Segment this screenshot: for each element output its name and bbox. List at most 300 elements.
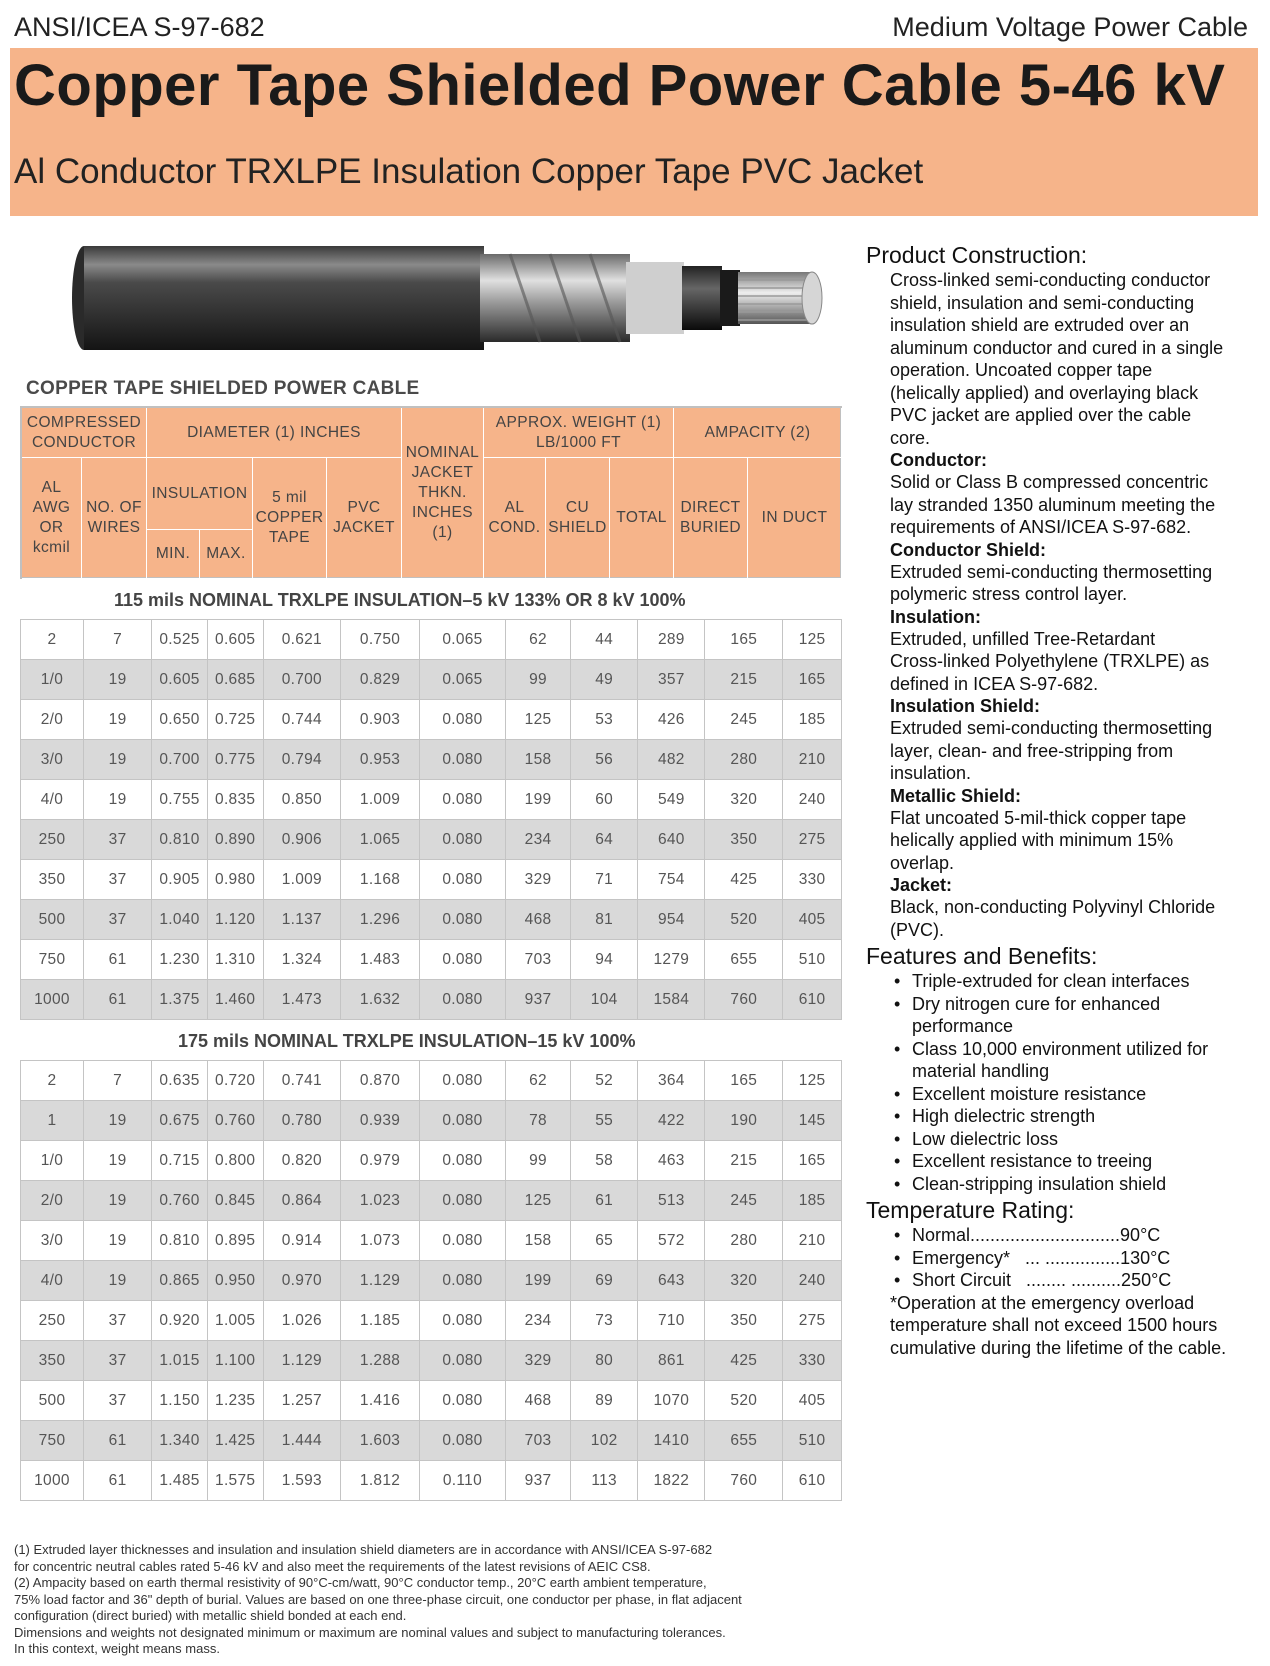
table-cell: 610 xyxy=(783,980,842,1020)
table-cell: 1.009 xyxy=(263,860,341,900)
table-cell: 94 xyxy=(571,940,638,980)
table-row xyxy=(21,1421,842,1461)
table-cell: 357 xyxy=(638,660,705,700)
table-cell: 1.425 xyxy=(207,1421,263,1461)
footnote-line: for concentric neutral cables rated 5-46 kV and also meet the requirements of the latest revisions of AEIC CS8. xyxy=(14,1558,651,1574)
table-cell: 425 xyxy=(705,860,783,900)
table-cell: 234 xyxy=(506,820,571,860)
table-cell: 0.903 xyxy=(341,700,420,740)
table-row xyxy=(21,700,842,740)
temperature-note-line: *Operation at the emergency overload xyxy=(890,1292,1195,1313)
table-cell: 760 xyxy=(705,1461,783,1501)
table-cell: 61 xyxy=(83,1421,151,1461)
table-cell: 640 xyxy=(638,820,705,860)
table-cell: 0.744 xyxy=(263,700,341,740)
table-cell: 4/0 xyxy=(21,1261,84,1301)
features-list xyxy=(866,970,1266,1195)
table-row xyxy=(21,1461,842,1501)
cable-illustration xyxy=(70,236,830,366)
table-cell: 468 xyxy=(506,900,571,940)
table-cell: 750 xyxy=(21,1421,84,1461)
table-header xyxy=(20,406,842,579)
table-cell: 468 xyxy=(506,1381,571,1421)
header-total: TOTAL xyxy=(610,458,674,579)
construction-item-label: Insulation: xyxy=(890,606,981,627)
table-cell: 275 xyxy=(783,820,842,860)
table-cell: 210 xyxy=(783,1221,842,1261)
feature-item: • High dielectric strength xyxy=(890,1105,1266,1128)
table-cell: 44 xyxy=(571,620,638,660)
table-cell: 3/0 xyxy=(21,1221,84,1261)
table-cell: 80 xyxy=(571,1341,638,1381)
table-cell: 0.970 xyxy=(263,1261,341,1301)
table-cell: 754 xyxy=(638,860,705,900)
table-cell: 199 xyxy=(506,780,571,820)
table-cell: 0.621 xyxy=(263,620,341,660)
construction-intro xyxy=(866,269,1266,449)
table-cell: 1.137 xyxy=(263,900,341,940)
table-cell: 1.310 xyxy=(207,940,263,980)
construction-line: Cross-linked semi-conducting conductor xyxy=(890,270,1211,290)
feature-item: • Class 10,000 environment utilized for material handling xyxy=(890,1038,1266,1083)
table-cell: 37 xyxy=(83,1381,151,1421)
table-cell: 99 xyxy=(506,660,571,700)
temperature-value: ... ...............130°C xyxy=(1010,1247,1171,1268)
construction-item-label: Conductor: xyxy=(890,450,987,470)
table-cell: 1.005 xyxy=(207,1301,263,1341)
table-cell: 89 xyxy=(571,1381,638,1421)
table-cell: 81 xyxy=(571,900,638,940)
table-cell: 0.920 xyxy=(152,1301,208,1341)
page-subtitle: Al Conductor TRXLPE Insulation Copper Tape PVC Jacket xyxy=(14,152,924,191)
table-cell: 1584 xyxy=(638,980,705,1020)
footnote-line: Dimensions and weights not designated minimum or maximum are nominal values and subject to manufacturing tolerances. xyxy=(14,1624,726,1640)
table-cell: 2 xyxy=(21,620,84,660)
table-cell: 113 xyxy=(571,1461,638,1501)
table-cell: 0.895 xyxy=(207,1221,263,1261)
temperature-list xyxy=(866,1224,1266,1292)
table-cell: 62 xyxy=(506,1061,571,1101)
table-cell: 320 xyxy=(705,1261,783,1301)
table-cell: 0.914 xyxy=(263,1221,341,1261)
table-cell: 1.129 xyxy=(263,1341,341,1381)
table-cell: 125 xyxy=(506,1181,571,1221)
table-cell: 0.080 xyxy=(419,1061,505,1101)
table-cell: 289 xyxy=(638,620,705,660)
table-cell: 1.150 xyxy=(152,1381,208,1421)
construction-item-label: Conductor Shield: xyxy=(890,539,1046,560)
table-cell: 19 xyxy=(83,1221,151,1261)
table-cell: 215 xyxy=(705,1141,783,1181)
header-cu-shield: CU SHIELD xyxy=(546,458,610,579)
construction-item-line: polymeric stress control layer. xyxy=(890,584,1128,604)
table-row xyxy=(21,620,842,660)
table-cell: 0.870 xyxy=(341,1061,420,1101)
table-cell: 0.864 xyxy=(263,1181,341,1221)
table-row xyxy=(21,1261,842,1301)
table-cell: 0.760 xyxy=(152,1181,208,1221)
header-in-duct: IN DUCT xyxy=(748,458,842,579)
table-cell: 655 xyxy=(705,1421,783,1461)
table-cell: 37 xyxy=(83,1341,151,1381)
footnote-line: configuration (direct buried) with metallic shield bonded at each end. xyxy=(14,1608,407,1623)
table-cell: 364 xyxy=(638,1061,705,1101)
construction-item-line: Cross-linked Polyethylene (TRXLPE) as xyxy=(890,651,1210,671)
table-cell: 426 xyxy=(638,700,705,740)
table-cell: 215 xyxy=(705,660,783,700)
table-cell: 0.953 xyxy=(341,740,420,780)
table-cell: 425 xyxy=(705,1341,783,1381)
table-cell: 58 xyxy=(571,1141,638,1181)
table-cell: 510 xyxy=(783,1421,842,1461)
table-cell: 56 xyxy=(571,740,638,780)
table-cell: 52 xyxy=(571,1061,638,1101)
table-cell: 1822 xyxy=(638,1461,705,1501)
table-cell: 3/0 xyxy=(21,740,84,780)
table-title: COPPER TAPE SHIELDED POWER CABLE xyxy=(26,378,420,399)
table-cell: 500 xyxy=(21,1381,84,1421)
table-cell: 0.775 xyxy=(207,740,263,780)
table-cell: 7 xyxy=(83,620,151,660)
construction-line: core. xyxy=(890,427,931,448)
table-cell: 1.444 xyxy=(263,1421,341,1461)
table-cell: 861 xyxy=(638,1341,705,1381)
table-cell: 0.794 xyxy=(263,740,341,780)
table-cell: 0.080 xyxy=(419,1101,505,1141)
table-cell: 0.980 xyxy=(207,860,263,900)
table-cell: 1.040 xyxy=(152,900,208,940)
table-cell: 245 xyxy=(705,700,783,740)
table-cell: 760 xyxy=(705,980,783,1020)
table-cell: 0.829 xyxy=(341,660,420,700)
table-cell: 102 xyxy=(571,1421,638,1461)
feature-item: • Excellent moisture resistance xyxy=(890,1083,1266,1106)
construction-line: shield, insulation and semi-conducting xyxy=(890,292,1195,313)
construction-item-label: Metallic Shield: xyxy=(890,785,1022,806)
table-cell: 1.460 xyxy=(207,980,263,1020)
table-cell: 0.080 xyxy=(419,1421,505,1461)
table-cell: 2 xyxy=(21,1061,84,1101)
features-heading: Features and Benefits: xyxy=(866,943,1098,969)
construction-item-line: defined in ICEA S-97-682. xyxy=(890,673,1099,694)
table-cell: 64 xyxy=(571,820,638,860)
table-cell: 65 xyxy=(571,1221,638,1261)
table-cell: 0.080 xyxy=(419,860,505,900)
construction-heading: Product Construction: xyxy=(866,242,1088,268)
temperature-note-line: cumulative during the lifetime of the cable. xyxy=(890,1337,1227,1358)
table-cell: 0.080 xyxy=(419,1261,505,1301)
section2-title: 175 mils NOMINAL TRXLPE INSULATION–15 kV 100% xyxy=(178,1031,636,1051)
construction-item-line: Extruded semi-conducting thermosetting xyxy=(890,718,1213,738)
table-cell: 1.168 xyxy=(341,860,420,900)
table-cell: 190 xyxy=(705,1101,783,1141)
table-cell: 0.080 xyxy=(419,780,505,820)
table-cell: 350 xyxy=(21,1341,84,1381)
construction-item-line: Flat uncoated 5-mil-thick copper tape xyxy=(890,807,1187,828)
table-cell: 1.235 xyxy=(207,1381,263,1421)
table-cell: 0.605 xyxy=(207,620,263,660)
table-cell: 0.080 xyxy=(419,1141,505,1181)
table-cell: 165 xyxy=(705,1061,783,1101)
header-insulation-min: MIN. xyxy=(147,530,200,579)
temperature-label: • Short Circuit xyxy=(912,1270,1012,1290)
data-table-175-mils xyxy=(20,1060,842,1501)
table-cell: 937 xyxy=(506,1461,571,1501)
table-cell: 405 xyxy=(783,1381,842,1421)
table-cell: 0.810 xyxy=(152,820,208,860)
product-description xyxy=(866,240,1266,1359)
table-cell: 250 xyxy=(21,820,84,860)
table-cell: 78 xyxy=(506,1101,571,1141)
table-cell: 0.685 xyxy=(207,660,263,700)
table-row xyxy=(21,900,842,940)
temperature-label: • Emergency* xyxy=(912,1247,1011,1268)
table-row xyxy=(21,1301,842,1341)
header-jacket-thickness: NOMINAL JACKET THKN. INCHES (1) xyxy=(402,408,484,579)
table-cell: 4/0 xyxy=(21,780,84,820)
table-cell: 37 xyxy=(83,900,151,940)
construction-item-line: (PVC). xyxy=(890,919,944,940)
footnote-line: (1) Extruded layer thicknesses and insulation and insulation shield diameters are in accordance with ANSI/ICEA S-97-682 xyxy=(14,1542,713,1557)
header-direct-buried: DIRECT BURIED xyxy=(674,458,748,579)
header-insulation: INSULATION xyxy=(147,458,253,530)
table-cell: 0.939 xyxy=(341,1101,420,1141)
feature-item: • Excellent resistance to treeing xyxy=(890,1150,1266,1173)
table-cell: 2/0 xyxy=(21,700,84,740)
table-cell: 937 xyxy=(506,980,571,1020)
table-cell: 158 xyxy=(506,1221,571,1261)
construction-item-line: Extruded semi-conducting thermosetting xyxy=(890,561,1213,582)
table-cell: 61 xyxy=(83,980,151,1020)
table-cell: 1.288 xyxy=(341,1341,420,1381)
table-cell: 0.080 xyxy=(419,1341,505,1381)
table-cell: 1.340 xyxy=(152,1421,208,1461)
table-cell: 240 xyxy=(783,780,842,820)
table-cell: 165 xyxy=(705,620,783,660)
table-cell: 1.593 xyxy=(263,1461,341,1501)
table-cell: 1.485 xyxy=(152,1461,208,1501)
table-cell: 0.605 xyxy=(152,660,208,700)
table-cell: 1/0 xyxy=(21,1141,84,1181)
table-cell: 0.865 xyxy=(152,1261,208,1301)
feature-item: • Triple-extruded for clean interfaces xyxy=(890,970,1266,993)
table-cell: 1410 xyxy=(638,1421,705,1461)
header-compressed-conductor: COMPRESSED CONDUCTOR xyxy=(22,408,147,458)
table-cell: 53 xyxy=(571,700,638,740)
table-cell: 0.080 xyxy=(419,1301,505,1341)
standard-label: ANSI/ICEA S-97-682 xyxy=(14,12,265,42)
header-pvc-jacket: PVC JACKET xyxy=(327,458,402,579)
construction-item-line: layer, clean- and free-stripping from xyxy=(890,740,1174,761)
table-row xyxy=(21,1141,842,1181)
table-cell: 7 xyxy=(83,1061,151,1101)
table-cell: 61 xyxy=(83,1461,151,1501)
table-cell: 73 xyxy=(571,1301,638,1341)
construction-item-line: insulation. xyxy=(890,763,972,783)
construction-line: insulation shield are extruded over an xyxy=(890,315,1190,335)
table-cell: 185 xyxy=(783,1181,842,1221)
feature-item: • Low dielectric loss xyxy=(890,1128,1266,1151)
header-diameter: DIAMETER (1) INCHES xyxy=(147,408,402,458)
temperature-value: ........ ..........250°C xyxy=(1011,1270,1172,1290)
table-cell: 125 xyxy=(783,620,842,660)
header-approx-weight: APPROX. WEIGHT (1) LB/1000 FT xyxy=(484,408,674,458)
construction-item-line: Solid or Class B compressed concentric xyxy=(890,472,1209,492)
table-cell: 0.080 xyxy=(419,740,505,780)
table-cell: 350 xyxy=(21,860,84,900)
table-cell: 280 xyxy=(705,1221,783,1261)
table-cell: 1.632 xyxy=(341,980,420,1020)
footnotes xyxy=(14,1542,874,1658)
table-cell: 19 xyxy=(83,780,151,820)
table-cell: 1/0 xyxy=(21,660,84,700)
table-row xyxy=(21,1101,842,1141)
table-cell: 60 xyxy=(571,780,638,820)
header-al-awg: AL AWG OR kcmil xyxy=(22,458,82,579)
header-no-of-wires: NO. OF WIRES xyxy=(82,458,147,579)
table-cell: 37 xyxy=(83,820,151,860)
table-cell: 1.230 xyxy=(152,940,208,980)
footnote-line: 75% load factor and 36" depth of burial. Values are based on one three-phase circuit, one conductor per phase, in flat adjacent xyxy=(14,1591,742,1607)
construction-item-line: lay stranded 1350 aluminum meeting the xyxy=(890,494,1216,515)
table-cell: 55 xyxy=(571,1101,638,1141)
table-cell: 0.080 xyxy=(419,980,505,1020)
temperature-item xyxy=(890,1224,1266,1247)
table-cell: 104 xyxy=(571,980,638,1020)
table-cell: 572 xyxy=(638,1221,705,1261)
table-cell: 1000 xyxy=(21,1461,84,1501)
table-cell: 710 xyxy=(638,1301,705,1341)
table-cell: 0.065 xyxy=(419,620,505,660)
page-title: Copper Tape Shielded Power Cable 5-46 kV xyxy=(14,53,1226,118)
feature-item: • Clean-stripping insulation shield xyxy=(890,1173,1266,1196)
table-cell: 0.950 xyxy=(207,1261,263,1301)
table-cell: 1.296 xyxy=(341,900,420,940)
construction-items xyxy=(866,449,1266,941)
table-row xyxy=(21,1221,842,1261)
table-cell: 1.575 xyxy=(207,1461,263,1501)
table-cell: 0.810 xyxy=(152,1221,208,1261)
table-cell: 49 xyxy=(571,660,638,700)
table-cell: 350 xyxy=(705,1301,783,1341)
table-cell: 19 xyxy=(83,1141,151,1181)
header-al-cond: AL COND. xyxy=(484,458,546,579)
temperature-item xyxy=(890,1247,1266,1270)
table-cell: 61 xyxy=(83,940,151,980)
table-cell: 703 xyxy=(506,1421,571,1461)
construction-item-label: Insulation Shield: xyxy=(890,696,1041,716)
table-cell: 549 xyxy=(638,780,705,820)
table-cell: 482 xyxy=(638,740,705,780)
table-row xyxy=(21,1381,842,1421)
table-cell: 520 xyxy=(705,900,783,940)
table-cell: 0.725 xyxy=(207,700,263,740)
construction-item-line: requirements of ANSI/ICEA S-97-682. xyxy=(890,517,1192,537)
table-cell: 405 xyxy=(783,900,842,940)
temperature-label: • Normal xyxy=(912,1225,971,1245)
table-cell: 280 xyxy=(705,740,783,780)
table-cell: 0.065 xyxy=(419,660,505,700)
table-cell: 0.845 xyxy=(207,1181,263,1221)
table-cell: 1000 xyxy=(21,980,84,1020)
table-cell: 99 xyxy=(506,1141,571,1181)
temperature-heading: Temperature Rating: xyxy=(866,1197,1075,1223)
table-cell: 513 xyxy=(638,1181,705,1221)
table-cell: 245 xyxy=(705,1181,783,1221)
table-cell: 703 xyxy=(506,940,571,980)
construction-item-line: Black, non-conducting Polyvinyl Chloride xyxy=(890,897,1216,917)
table-cell: 330 xyxy=(783,860,842,900)
table-cell: 1.483 xyxy=(341,940,420,980)
table-cell: 19 xyxy=(83,700,151,740)
table-cell: 2/0 xyxy=(21,1181,84,1221)
table-cell: 0.700 xyxy=(152,740,208,780)
feature-item: • Dry nitrogen cure for enhanced performance xyxy=(890,993,1266,1038)
construction-line: operation. Uncoated copper tape xyxy=(890,360,1153,380)
table-cell: 0.525 xyxy=(152,620,208,660)
table-cell: 0.720 xyxy=(207,1061,263,1101)
table-cell: 1.257 xyxy=(263,1381,341,1421)
table-cell: 125 xyxy=(783,1061,842,1101)
table-cell: 62 xyxy=(506,620,571,660)
table-cell: 520 xyxy=(705,1381,783,1421)
construction-item-line: Extruded, unfilled Tree-Retardant xyxy=(890,628,1156,649)
table-cell: 165 xyxy=(783,660,842,700)
table-row xyxy=(21,860,842,900)
temperature-note xyxy=(866,1292,1266,1360)
table-cell: 0.800 xyxy=(207,1141,263,1181)
category-label: Medium Voltage Power Cable xyxy=(892,12,1248,42)
footnote-line: In this context, weight means mass. xyxy=(14,1641,220,1656)
table-cell: 0.080 xyxy=(419,820,505,860)
table-cell: 1.603 xyxy=(341,1421,420,1461)
table-cell: 1279 xyxy=(638,940,705,980)
table-cell: 71 xyxy=(571,860,638,900)
table-cell: 643 xyxy=(638,1261,705,1301)
table-cell: 69 xyxy=(571,1261,638,1301)
table-cell: 0.835 xyxy=(207,780,263,820)
table-cell: 0.080 xyxy=(419,700,505,740)
section1-title: 115 mils NOMINAL TRXLPE INSULATION–5 kV 133% OR 8 kV 100% xyxy=(114,590,686,610)
table-cell: 0.080 xyxy=(419,1381,505,1421)
table-cell: 19 xyxy=(83,660,151,700)
table-cell: 19 xyxy=(83,740,151,780)
table-row xyxy=(21,940,842,980)
construction-line: PVC jacket are applied over the cable xyxy=(890,405,1192,425)
table-row xyxy=(21,820,842,860)
table-cell: 1.812 xyxy=(341,1461,420,1501)
table-cell: 1.065 xyxy=(341,820,420,860)
table-cell: 0.750 xyxy=(341,620,420,660)
table-cell: 1.015 xyxy=(152,1341,208,1381)
table-cell: 1.185 xyxy=(341,1301,420,1341)
table-cell: 0.890 xyxy=(207,820,263,860)
temperature-item xyxy=(890,1269,1266,1292)
table-cell: 1.009 xyxy=(341,780,420,820)
table-cell: 1.416 xyxy=(341,1381,420,1421)
table-cell: 0.820 xyxy=(263,1141,341,1181)
table-row xyxy=(21,1061,842,1101)
table-cell: 350 xyxy=(705,820,783,860)
table-cell: 329 xyxy=(506,860,571,900)
table-cell: 0.635 xyxy=(152,1061,208,1101)
table-cell: 37 xyxy=(83,1301,151,1341)
table-cell: 0.715 xyxy=(152,1141,208,1181)
table-cell: 275 xyxy=(783,1301,842,1341)
table-cell: 0.650 xyxy=(152,700,208,740)
construction-item-label: Jacket: xyxy=(890,875,953,895)
table-cell: 61 xyxy=(571,1181,638,1221)
